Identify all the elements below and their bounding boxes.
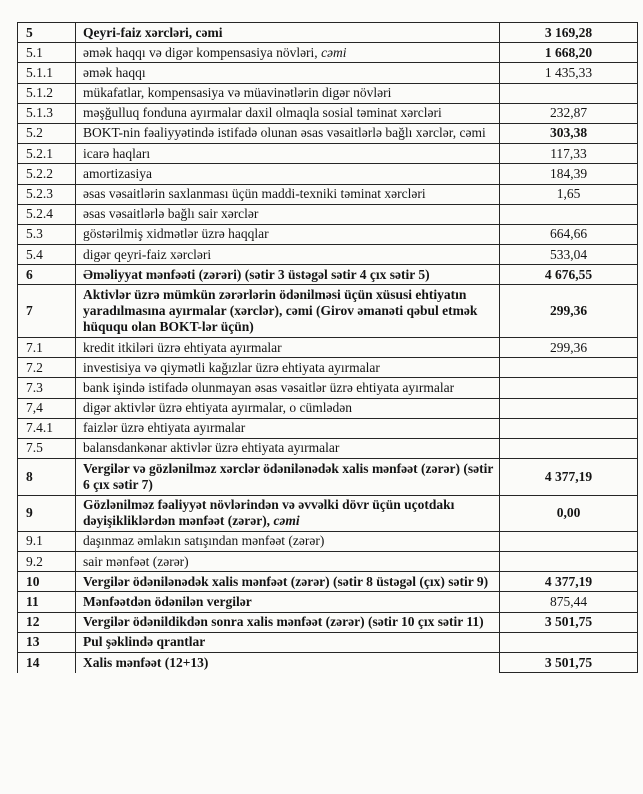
description-text: BOKT-nin fəaliyyətində istifadə olunan əsas vəsaitlərlə bağlı xərclər, cəmi (83, 125, 486, 141)
description-text: Vergilər ödənilənədək xalis mənfəət (zərər) (sətir 8 üstəgəl (çıx) sətir 9) (83, 573, 489, 589)
table-row (18, 572, 638, 592)
row-number-cell: 5.1.3 (18, 103, 76, 123)
row-number-cell: 11 (18, 592, 76, 612)
description-cell (76, 83, 500, 103)
row-number-cell: 12 (18, 612, 76, 632)
description-text: investisiya və qiymətli kağızlar üzrə ehtiyata ayırmalar (83, 359, 380, 375)
amount-cell (500, 358, 638, 378)
table-row (18, 184, 638, 204)
amount-cell (500, 204, 638, 224)
description-text: kredit itkiləri üzrə ehtiyata ayırmalar (83, 339, 282, 355)
row-number-cell: 7.1 (18, 338, 76, 358)
row-number-cell: 13 (18, 632, 76, 652)
description-cell (76, 612, 500, 632)
row-number-cell: 6 (18, 265, 76, 285)
amount-cell (500, 438, 638, 458)
table-row (18, 63, 638, 83)
description-cell (76, 285, 500, 338)
amount-cell: 184,39 (500, 164, 638, 184)
row-number-cell: 7.3 (18, 378, 76, 398)
row-number-cell: 7.4.1 (18, 418, 76, 438)
description-text: Mənfəətdən ödənilən vergilər (83, 593, 252, 609)
amount-cell: 3 501,75 (500, 612, 638, 632)
description-italic-suffix: cəmi (321, 44, 347, 60)
amount-cell: 299,36 (500, 338, 638, 358)
description-text: bank işində istifadə olunmayan əsas vəsaitlər üzrə ehtiyata ayırmalar (83, 379, 455, 395)
description-cell (76, 123, 500, 143)
table-row (18, 245, 638, 265)
table-row (18, 103, 638, 123)
amount-cell (500, 552, 638, 572)
row-number-cell: 9 (18, 495, 76, 531)
description-text: əmək haqqı (83, 64, 146, 80)
description-cell (76, 265, 500, 285)
table-row (18, 164, 638, 184)
description-text: əsas vəsaitlərlə bağlı sair xərclər (83, 206, 259, 222)
description-cell (76, 552, 500, 572)
table-row (18, 495, 638, 531)
amount-cell: 875,44 (500, 592, 638, 612)
table-row (18, 83, 638, 103)
row-number-cell: 8 (18, 459, 76, 495)
description-cell (76, 63, 500, 83)
description-cell (76, 378, 500, 398)
description-cell (76, 459, 500, 495)
description-cell (76, 398, 500, 418)
description-text: Pul şəklində qrantlar (83, 634, 206, 650)
row-number-cell: 5 (18, 23, 76, 43)
description-cell (76, 418, 500, 438)
income-statement-table-body (18, 23, 638, 673)
table-row (18, 612, 638, 632)
description-text: Əməliyyat mənfəəti (zərəri) (sətir 3 üstəgəl sətir 4 çıx sətir 5) (83, 266, 430, 282)
description-cell (76, 495, 500, 531)
description-text: mükafatlar, kompensasiya və müavinətlərin digər növləri (83, 85, 392, 101)
table-row (18, 592, 638, 612)
table-row (18, 459, 638, 495)
table-row (18, 398, 638, 418)
table-row (18, 653, 638, 673)
description-cell (76, 224, 500, 244)
description-cell (76, 43, 500, 63)
table-row (18, 632, 638, 652)
description-text: Xalis mənfəət (12+13) (83, 654, 209, 670)
description-cell (76, 338, 500, 358)
description-text: göstərilmiş xidmətlər üzrə haqqlar (83, 226, 269, 242)
amount-cell: 303,38 (500, 123, 638, 143)
description-cell (76, 103, 500, 123)
description-text: daşınmaz əmlakın satışından mənfəət (zərər) (83, 533, 325, 549)
description-text: Qeyri-faiz xərcləri, cəmi (83, 24, 223, 40)
amount-cell: 232,87 (500, 103, 638, 123)
description-text: əmək haqqı və digər kompensasiya növləri, (83, 44, 322, 60)
row-number-cell: 5.2.4 (18, 204, 76, 224)
description-cell (76, 358, 500, 378)
table-row (18, 43, 638, 63)
row-number-cell: 5.1.1 (18, 63, 76, 83)
row-number-cell: 5.3 (18, 224, 76, 244)
row-number-cell: 9.1 (18, 531, 76, 551)
amount-cell: 3 501,75 (500, 653, 638, 673)
amount-cell: 1 435,33 (500, 63, 638, 83)
amount-cell (500, 418, 638, 438)
description-cell (76, 204, 500, 224)
row-number-cell: 5.2.2 (18, 164, 76, 184)
row-number-cell: 14 (18, 653, 76, 673)
description-cell (76, 184, 500, 204)
amount-cell: 0,00 (500, 495, 638, 531)
description-text: Vergilər ödənildikdən sonra xalis mənfəət (zərər) (sətir 10 çıx sətir 11) (83, 614, 484, 630)
amount-cell (500, 83, 638, 103)
amount-cell: 4 377,19 (500, 459, 638, 495)
table-row (18, 378, 638, 398)
row-number-cell: 5.4 (18, 245, 76, 265)
row-number-cell: 7.5 (18, 438, 76, 458)
amount-cell: 3 169,28 (500, 23, 638, 43)
table-row (18, 552, 638, 572)
table-row (18, 438, 638, 458)
table-row (18, 531, 638, 551)
row-number-cell: 5.2 (18, 123, 76, 143)
description-text: icarə haqları (83, 145, 151, 161)
row-number-cell: 5.1.2 (18, 83, 76, 103)
table-row (18, 224, 638, 244)
table-row (18, 23, 638, 43)
description-text: Gözlənilməz fəaliyyət növlərindən və əvvəlki dövr üçün uçotdakı dəyişikliklərdən mənfəət (zərər), (83, 497, 455, 529)
amount-cell: 4 676,55 (500, 265, 638, 285)
description-cell (76, 632, 500, 652)
amount-cell (500, 378, 638, 398)
amount-cell: 1 668,20 (500, 43, 638, 63)
description-cell (76, 653, 500, 673)
description-text: məşğulluq fonduna ayırmalar daxil olmaqla sosial təminat xərcləri (83, 105, 442, 121)
row-number-cell: 7 (18, 285, 76, 338)
description-cell (76, 438, 500, 458)
amount-cell: 299,36 (500, 285, 638, 338)
row-number-cell: 7.2 (18, 358, 76, 378)
amount-cell: 117,33 (500, 144, 638, 164)
description-text: balansdankənar aktivlər üzrə ehtiyata ayırmalar (83, 440, 340, 456)
amount-cell: 1,65 (500, 184, 638, 204)
description-cell (76, 572, 500, 592)
description-italic-suffix: cəmi (273, 513, 300, 529)
row-number-cell: 5.2.3 (18, 184, 76, 204)
row-number-cell: 5.1 (18, 43, 76, 63)
description-cell (76, 23, 500, 43)
description-text: Vergilər və gözlənilməz xərclər ödənilənədək xalis mənfəət (zərər) (sətir 6 çıx sətir 7) (83, 460, 494, 492)
description-text: digər qeyri-faiz xərcləri (83, 246, 212, 262)
description-cell (76, 592, 500, 612)
amount-cell (500, 531, 638, 551)
amount-cell: 664,66 (500, 224, 638, 244)
description-cell (76, 144, 500, 164)
description-text: Aktivlər üzrə mümkün zərərlərin ödənilməsi üçün xüsusi ehtiyatın yaradılmasına ayırmalar (xərclər), cəmi (Girov əmanəti qəbul etmək hüququ olan BOKT-lər üçün) (83, 286, 478, 335)
description-text: faizlər üzrə ehtiyata ayırmalar (83, 420, 246, 436)
row-number-cell: 7,4 (18, 398, 76, 418)
description-text: sair mənfəət (zərər) (83, 553, 189, 569)
table-row (18, 123, 638, 143)
table-row (18, 358, 638, 378)
row-number-cell: 9.2 (18, 552, 76, 572)
amount-cell (500, 398, 638, 418)
amount-cell: 533,04 (500, 245, 638, 265)
amount-cell (500, 632, 638, 652)
amount-cell: 4 377,19 (500, 572, 638, 592)
description-cell (76, 164, 500, 184)
table-row (18, 285, 638, 338)
table-row (18, 418, 638, 438)
row-number-cell: 5.2.1 (18, 144, 76, 164)
description-text: əsas vəsaitlərin saxlanması üçün maddi-texniki təminat xərcləri (83, 186, 426, 201)
table-row (18, 204, 638, 224)
table-row (18, 338, 638, 358)
description-cell (76, 531, 500, 551)
description-cell (76, 245, 500, 265)
description-text: amortizasiya (83, 165, 152, 181)
table-row (18, 265, 638, 285)
income-statement-table (17, 22, 638, 673)
description-text: digər aktivlər üzrə ehtiyata ayırmalar, o cümlədən (83, 400, 352, 416)
table-row (18, 144, 638, 164)
row-number-cell: 10 (18, 572, 76, 592)
